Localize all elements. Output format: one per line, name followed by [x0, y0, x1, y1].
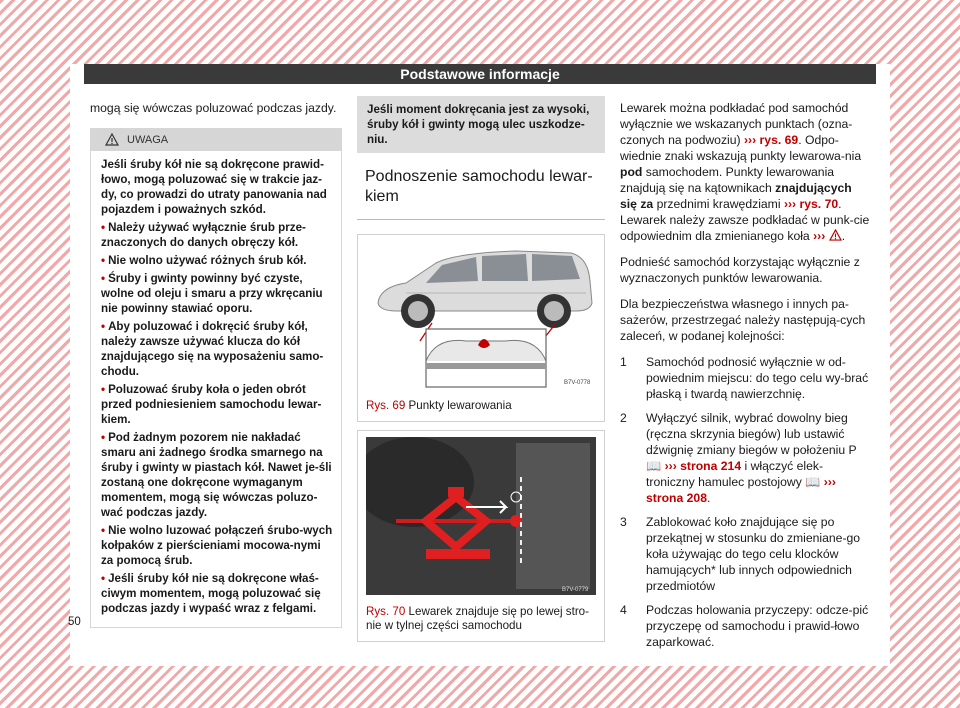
figure-caption — [366, 605, 596, 633]
step-item: 3 Zablokować koło znajdujące się po przekątnej w stosunku do zmieniane-go koła używając do tego celu klocków hamujących* lub innych odpowiednich przedmiotów — [620, 515, 861, 593]
caution-box: Jeśli moment dokręcania jest za wysoki, śruby kół i gwinty mogą ulec uszkodze-niu. — [357, 96, 605, 153]
book-icon: 📖 — [646, 459, 662, 473]
figure-code: B7V-0778 — [564, 380, 591, 386]
bullet-icon: • — [101, 272, 106, 285]
bullet-icon: • — [101, 320, 106, 333]
column-right — [620, 100, 870, 658]
warning-lead: Jeśli śruby kół nie są dokręcone prawid-łowo, mogą poluzować się w trakcie jaz-dy, co prowadzi do utraty panowania nad pojazdem i poważnych szkód. — [101, 158, 327, 216]
page-header: Podstawowe informacje — [84, 64, 876, 84]
figure-code: B7V-0779 — [562, 587, 589, 593]
intro-text: mogą się wówczas poluzować podczas jazdy. — [90, 101, 337, 115]
warning-body — [91, 151, 341, 627]
figure-label: Rys. 70 — [366, 605, 406, 618]
warning-bullet: • Jeśli śruby kół nie są dokręcone właś-ciwym momentem, mogą poluzować się podczas jazdy i wypaść wraz z felgami. — [101, 572, 321, 615]
jack-in-trunk-illustration — [366, 437, 596, 595]
warning-triangle-icon — [829, 229, 842, 241]
figure-caption-text: Punkty lewarowania — [408, 399, 512, 412]
figure-69 — [357, 234, 605, 422]
bullet-icon: • — [101, 572, 106, 585]
ref-link-fig69[interactable]: ››› rys. 69 — [743, 133, 799, 147]
book-icon: 📖 — [805, 475, 821, 489]
column-middle — [357, 100, 605, 650]
bullet-icon: • — [101, 221, 106, 234]
warning-triangle-icon — [105, 133, 119, 146]
page-number: 50 — [68, 616, 81, 628]
ref-link-warning[interactable]: ››› — [813, 229, 826, 243]
bullet-icon: • — [101, 254, 106, 267]
bullet-icon: • — [101, 431, 106, 444]
warning-bullet: • Poluzować śruby koła o jeden obrót przed podniesieniem samochodu lewar-kiem. — [101, 383, 322, 426]
warning-box — [90, 128, 342, 628]
warning-bullet: • Nie wolno używać różnych śrub kół. — [101, 254, 307, 267]
column-left — [90, 100, 342, 628]
figure-label: Rys. 69 — [366, 399, 406, 412]
section-title: Podnoszenie samochodu lewar-kiem — [357, 153, 605, 220]
paragraph-safety: Dla bezpieczeństwa własnego i innych pa-sażerów, przestrzegać należy następują-cych zaleceń, w podanej kolejności: — [620, 297, 866, 343]
bullet-icon: • — [101, 383, 106, 396]
warning-bullet: • Pod żadnym pozorem nie nakładać smaru ani żadnego środka smarnego na śruby i gwinty w piastach kół. Nawet je-śli zostaną one dokręcone wymaganym momentem, mogą się wówczas poluzo-wać podczas jazdy. — [101, 431, 332, 519]
figure-caption-text: Lewarek znajduje się po lewej stro-nie w tylnej części samochodu — [366, 605, 589, 632]
warning-header — [91, 129, 341, 151]
figure-70 — [357, 430, 605, 642]
bullet-icon: • — [101, 524, 106, 537]
car-jacking-points-illustration — [366, 241, 596, 389]
ref-link-page[interactable]: 📖 ››› strona 214 — [646, 459, 742, 473]
warning-bullet: • Śruby i gwinty powinny być czyste, wolne od oleju i smaru a przy wkręcaniu nie powinny stawiać oporu. — [101, 272, 323, 315]
paragraph-jack-points: Lewarek można podkładać pod samochód wyłącznie we wskazanych punktach (ozna-czonych na podwoziu) ››› rys. 69. Odpo-wiednie znaki wskazują punkty lewarowa-nia pod samochodem. Punkty lewarowania znajdują się na kątownikach znajdujących się za przednimi krawędziami ››› rys. 70. Lewarek należy zawsze podkładać w punk-cie odpowiednim dla zmienianego koła ››› . — [620, 101, 870, 243]
warning-label: UWAGA — [127, 134, 169, 146]
paragraph-lift: Podnieść samochód korzystając wyłącznie z wyznaczonych punktów lewarowania. — [620, 255, 860, 285]
figure-caption — [366, 399, 596, 413]
step-item: 2 Wyłączyć silnik, wybrać dowolny bieg (ręczna skrzynia biegów) lub ustawić dźwignię zmiany biegów w położeniu P 📖 ››› strona 214 i włączyć elek-troniczny hamulec postojowy 📖 ››› strona 208. — [620, 411, 857, 505]
warning-bullet: • Nie wolno luzować połączeń śrubo-wych kołpaków z pierścieniami mocowa-nymi za pomocą śrub. — [101, 524, 333, 567]
step-item: 1 Samochód podnosić wyłącznie w od-powiednim miejscu: do tego celu wy-brać płaską i twardą nawierzchnię. — [620, 355, 869, 401]
warning-bullet: • Należy używać wyłącznie śrub prze-znaczonych do danych obręczy kół. — [101, 221, 306, 249]
step-item: 4 Podczas holowania przyczepy: odcze-pić przyczepę od samochodu i prawid-łowo zaparkować. — [620, 603, 869, 649]
ref-link-page[interactable]: 📖 ››› strona 208 — [646, 475, 836, 505]
ref-link-fig70[interactable]: ››› rys. 70 — [783, 197, 839, 211]
warning-bullet: • Aby poluzować i dokręcić śruby kół, należy zawsze używać klucza do kół znajdującego się na wyposażeniu samo-chodu. — [101, 320, 324, 378]
